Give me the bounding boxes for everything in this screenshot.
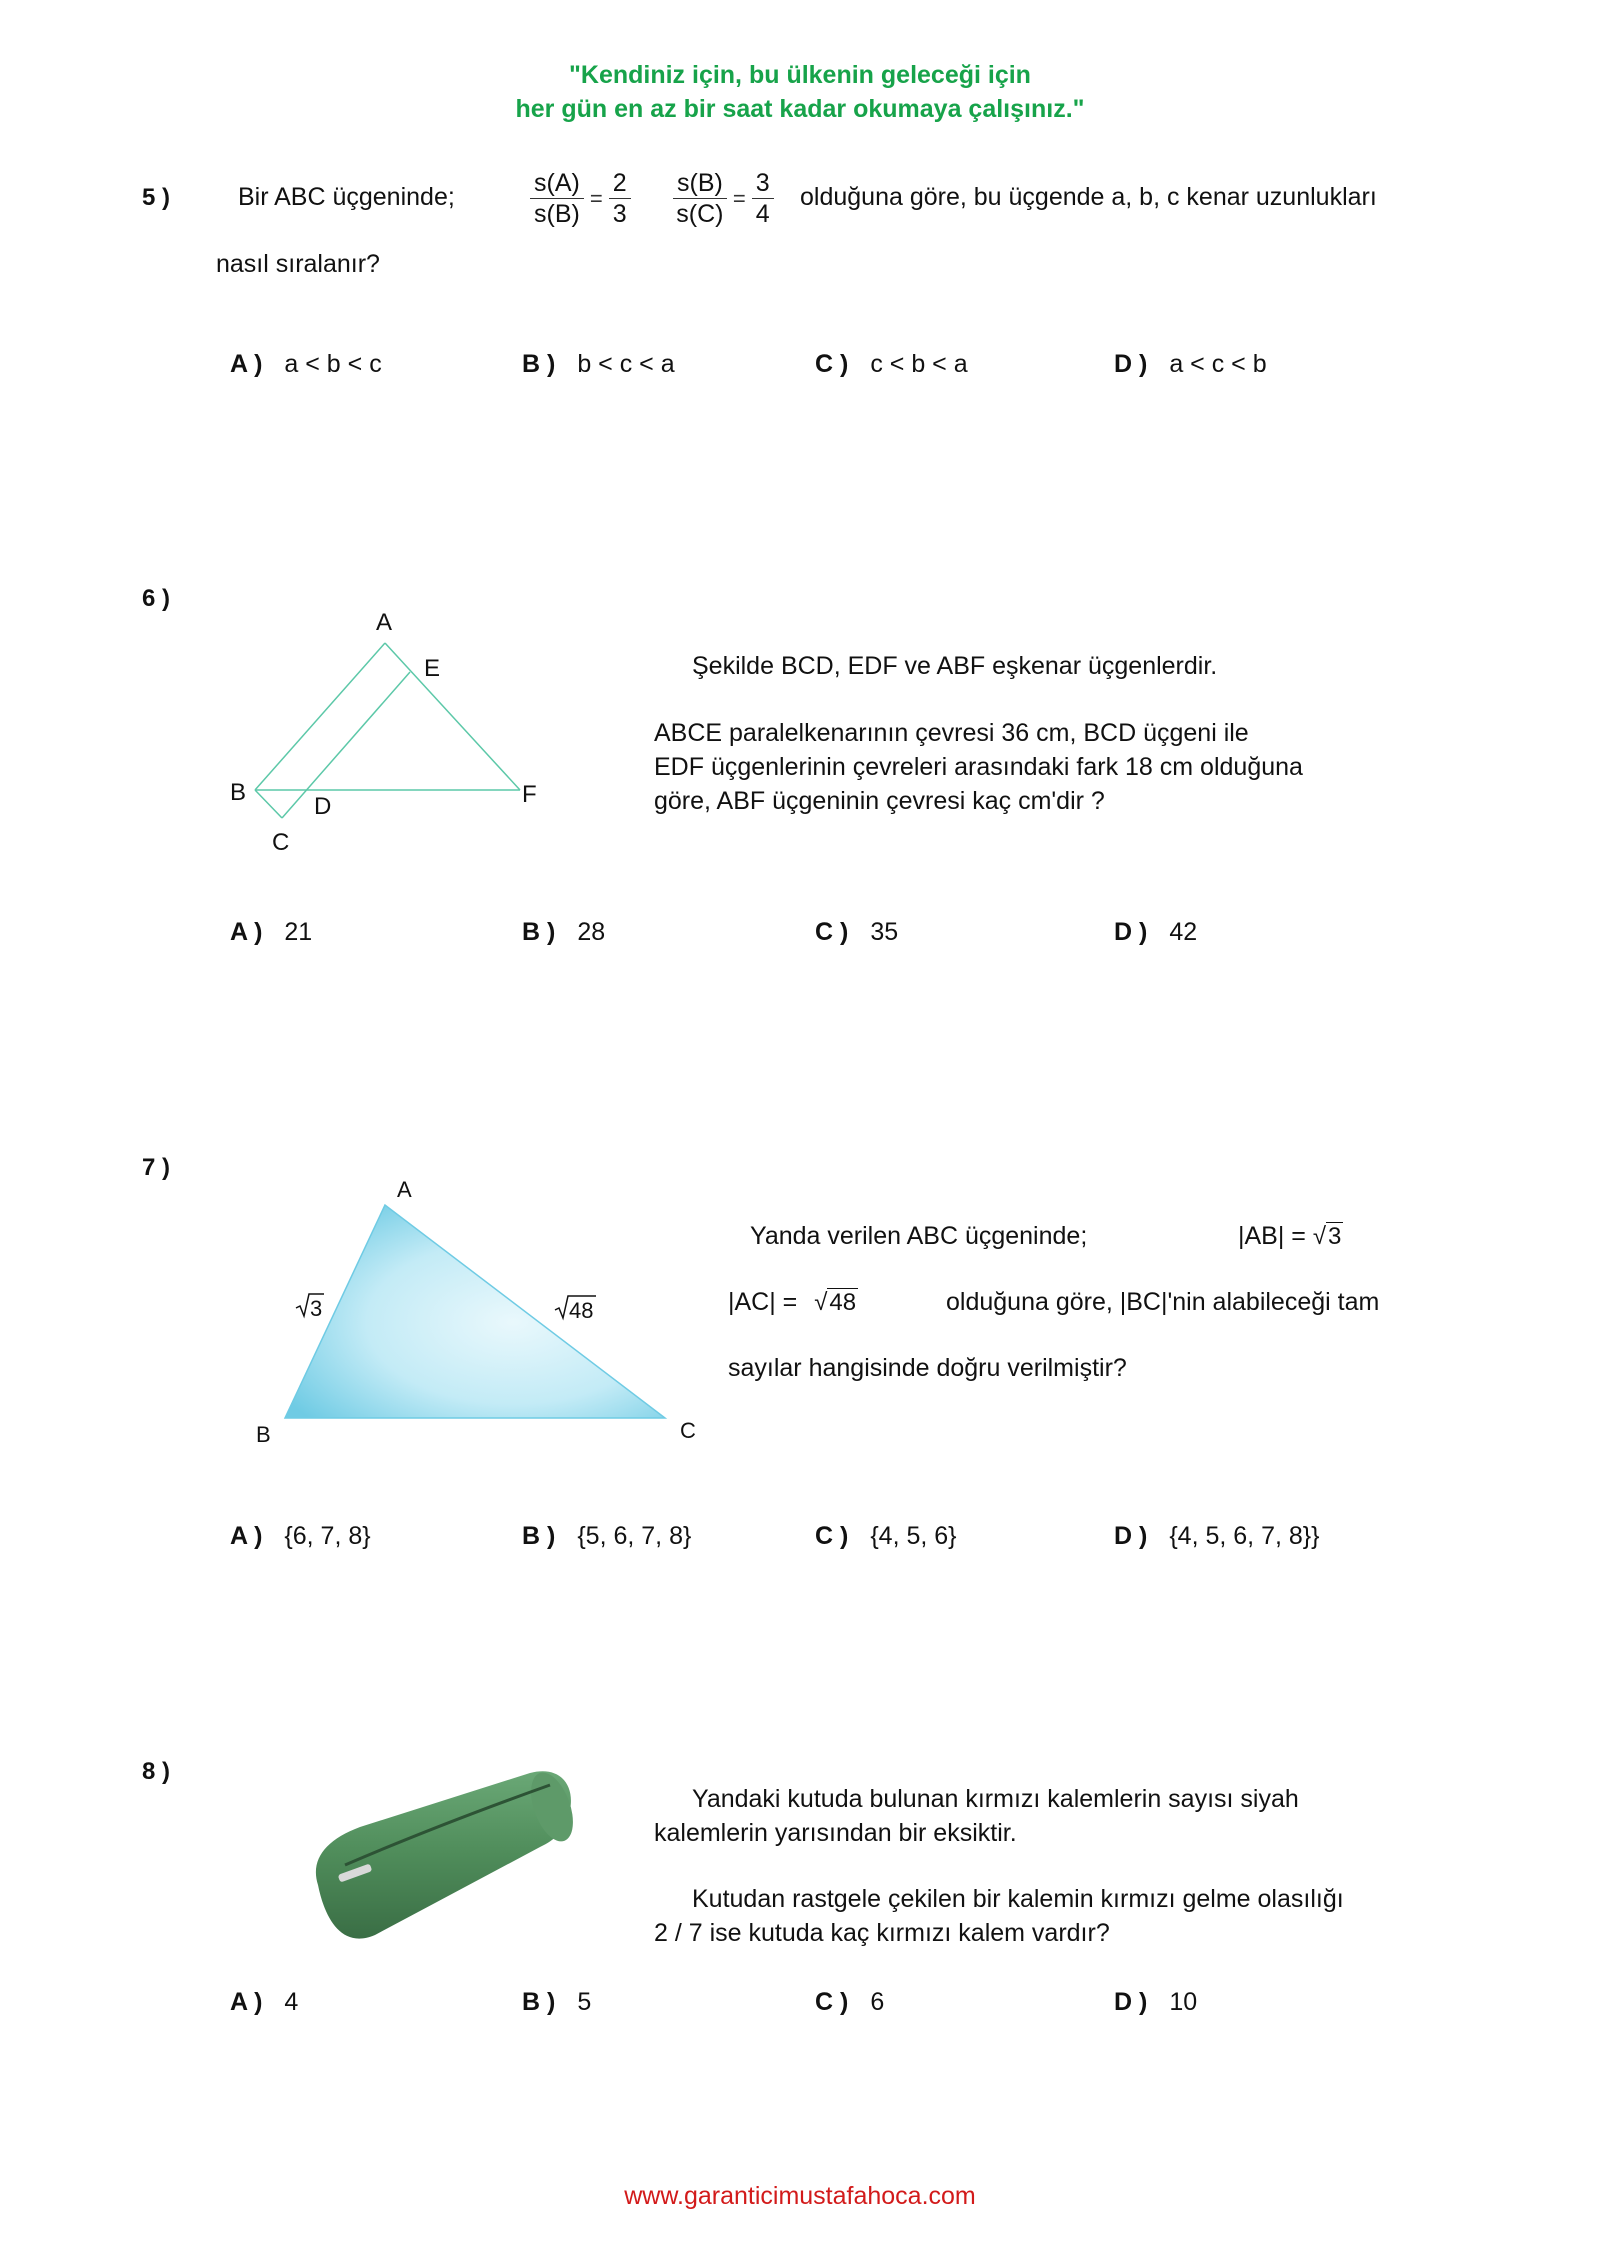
- vertex-a-label: A: [397, 1177, 412, 1202]
- option-b[interactable]: B ) 5: [522, 1988, 592, 2016]
- question-number: 5 ): [142, 184, 171, 211]
- side-bc: [255, 790, 282, 818]
- option-b[interactable]: B ) {5, 6, 7, 8}: [522, 1522, 692, 1550]
- question-body: [654, 1882, 1344, 1950]
- motto-line-1: "Kendiniz için, bu ülkenin geleceği için: [569, 61, 1031, 89]
- option-b[interactable]: B ) 28: [522, 918, 606, 946]
- option-c[interactable]: C ) 6: [815, 1988, 885, 2016]
- ac-label: |AC| =: [728, 1288, 798, 1316]
- option-a[interactable]: A ) 21: [230, 918, 313, 946]
- question-text: olduğuna göre, |BC|'nin alabileceği tam: [946, 1288, 1380, 1316]
- vertex-e-label: E: [424, 655, 441, 682]
- fraction-numerator: 3: [752, 168, 774, 199]
- option-d[interactable]: D ) 42: [1114, 918, 1198, 946]
- vertex-a-label: A: [376, 609, 393, 636]
- text-line: ABCE paralelkenarının çevresi 36 cm, BCD üçgeni ile: [654, 719, 1249, 747]
- ab-equation: [1238, 1222, 1343, 1251]
- option-c[interactable]: C ) 35: [815, 918, 899, 946]
- side-ab: [255, 643, 385, 790]
- text-line: Kutudan rastgele çekilen bir kalemin kırmızı gelme olasılığı: [692, 1885, 1344, 1913]
- text-line: kalemlerin yarısından bir eksiktir.: [654, 1819, 1017, 1847]
- pencil-case-image: [300, 1765, 580, 1965]
- option-d[interactable]: D ) {4, 5, 6, 7, 8}}: [1114, 1522, 1320, 1550]
- svg-text:3: 3: [310, 1296, 323, 1321]
- equals-sign: =: [732, 185, 746, 211]
- vertex-d-label: D: [314, 793, 332, 820]
- option-b[interactable]: B ) b < c < a: [522, 350, 675, 378]
- vertex-b-label: B: [256, 1422, 271, 1447]
- fraction-numerator: 2: [609, 168, 631, 199]
- option-a[interactable]: A ) 4: [230, 1988, 299, 2016]
- question-number: 8 ): [142, 1758, 171, 1785]
- vertex-c-label: C: [680, 1418, 696, 1443]
- triangle-figure: [240, 1170, 700, 1460]
- triangle-abc: [285, 1205, 665, 1418]
- ratio-expression-2: [673, 168, 774, 229]
- question-text: nasıl sıralanır?: [216, 250, 380, 278]
- question-body: [654, 1782, 1299, 1850]
- option-d[interactable]: D ) 10: [1114, 1988, 1198, 2016]
- sqrt-value: √3: [1312, 1223, 1342, 1250]
- option-d[interactable]: D ) a < c < b: [1114, 350, 1267, 378]
- question-number: 7 ): [142, 1154, 171, 1181]
- fraction-numerator: s(B): [673, 168, 727, 199]
- question-text: olduğuna göre, bu üçgende a, b, c kenar uzunlukları: [800, 183, 1377, 211]
- option-c[interactable]: C ) c < b < a: [815, 350, 968, 378]
- vertex-f-label: F: [522, 781, 537, 808]
- question-text: Şekilde BCD, EDF ve ABF eşkenar üçgenlerdir.: [692, 652, 1218, 680]
- fraction-denominator: 4: [755, 200, 770, 228]
- fraction-numerator: s(A): [530, 168, 584, 199]
- equals-sign: =: [589, 185, 603, 211]
- motto-line-2: her gün en az bir saat kadar okumaya çalışınız.": [515, 95, 1085, 123]
- text-line: EDF üçgenlerinin çevreleri arasındaki fark 18 cm olduğuna: [654, 753, 1303, 781]
- footer-link[interactable]: www.garanticimustafahoca.com: [624, 2182, 976, 2210]
- fraction-denominator: 3: [612, 200, 627, 228]
- option-c[interactable]: C ) {4, 5, 6}: [815, 1522, 957, 1550]
- option-a[interactable]: A ) a < b < c: [230, 350, 382, 378]
- side-ab-label: [296, 1294, 324, 1321]
- vertex-c-label: C: [272, 829, 290, 856]
- fraction-denominator: s(C): [676, 200, 724, 228]
- text-line: 2 / 7 ise kutuda kaç kırmızı kalem vardır?: [654, 1919, 1110, 1947]
- side-ce: [282, 672, 410, 818]
- question-text: Yanda verilen ABC üçgeninde;: [750, 1222, 1088, 1250]
- ab-label: |AB| =: [1238, 1222, 1306, 1250]
- vertex-b-label: B: [230, 779, 247, 806]
- question-intro: Bir ABC üçgeninde;: [238, 183, 455, 211]
- option-a[interactable]: A ) {6, 7, 8}: [230, 1522, 371, 1550]
- question-text: sayılar hangisinde doğru verilmiştir?: [728, 1354, 1127, 1382]
- text-line: Yandaki kutuda bulunan kırmızı kalemlerin sayısı siyah: [692, 1785, 1299, 1813]
- sqrt-value: √48: [814, 1289, 857, 1316]
- question-body: [654, 716, 1303, 818]
- motto-header: [0, 58, 1600, 126]
- ratio-expression-1: [530, 168, 631, 229]
- question-number: 6 ): [142, 585, 171, 612]
- fraction-denominator: s(B): [534, 200, 580, 228]
- svg-text:48: 48: [569, 1298, 594, 1323]
- side-af: [385, 643, 520, 790]
- triangle-figure: [200, 600, 560, 860]
- ac-equation: [728, 1288, 858, 1317]
- side-ac-label: [555, 1296, 596, 1323]
- text-line: göre, ABF üçgeninin çevresi kaç cm'dir ?: [654, 787, 1105, 815]
